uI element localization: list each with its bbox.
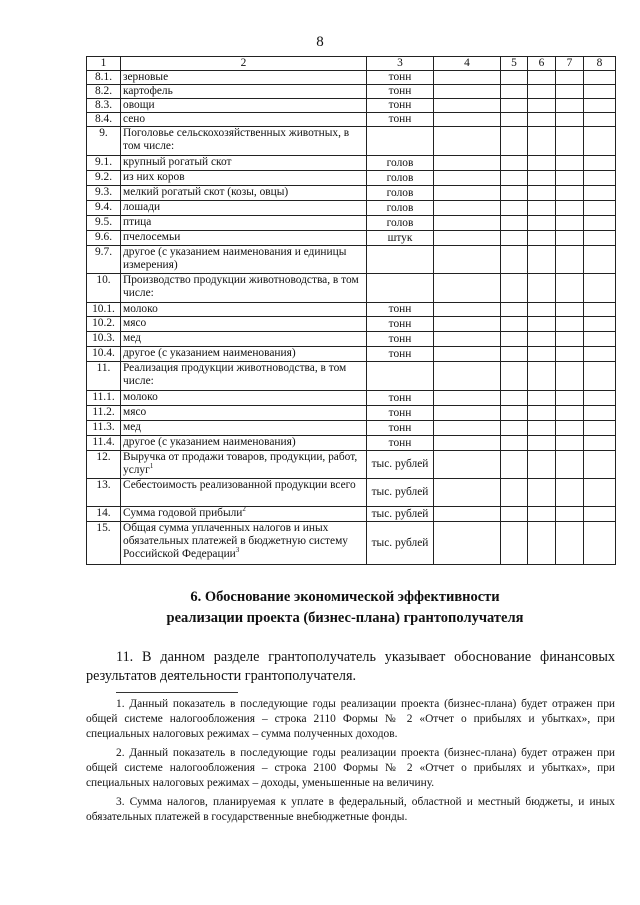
- row-value-cell-col-6: [528, 347, 556, 362]
- table-row: [87, 71, 616, 85]
- section-heading-line-2: реализации проекта (бизнес-плана) грантополучателя: [166, 610, 524, 626]
- row-value-cell-col-6: [528, 231, 556, 246]
- row-value-cell-col-6: [528, 274, 556, 303]
- row-value-cell-col-7: [556, 522, 584, 565]
- row-unit: голов: [367, 201, 434, 216]
- row-value-cell-col-5: [501, 216, 528, 231]
- row-value-cell-col-4: [434, 156, 501, 171]
- row-unit: тонн: [367, 436, 434, 451]
- row-value-cell-col-6: [528, 127, 556, 156]
- row-indicator-name: [121, 71, 367, 85]
- row-indicator-text: Сумма годовой прибыли: [123, 507, 243, 519]
- row-number: 11.4.: [87, 436, 121, 451]
- row-number: 8.1.: [87, 71, 121, 85]
- row-indicator-name: [121, 171, 367, 186]
- row-number: 15.: [87, 522, 121, 565]
- table-row: [87, 171, 616, 186]
- row-value-cell-col-6: [528, 436, 556, 451]
- table-row: [87, 522, 616, 565]
- table-row: [87, 231, 616, 246]
- row-value-cell-col-5: [501, 113, 528, 127]
- row-value-cell-col-7: [556, 216, 584, 231]
- row-indicator-name: [121, 127, 367, 156]
- row-value-cell-col-4: [434, 451, 501, 479]
- row-indicator-text: Себестоимость реализованной продукции всего: [123, 479, 356, 491]
- row-value-cell-col-8: [584, 421, 616, 436]
- row-value-cell-col-8: [584, 451, 616, 479]
- row-value-cell-col-4: [434, 99, 501, 113]
- table-row: [87, 347, 616, 362]
- row-unit: тонн: [367, 113, 434, 127]
- footnote-marker: 3: [235, 546, 240, 555]
- row-value-cell-col-8: [584, 507, 616, 522]
- page-number: 8: [316, 34, 324, 50]
- row-value-cell-col-6: [528, 216, 556, 231]
- row-value-cell-col-5: [501, 99, 528, 113]
- row-value-cell-col-8: [584, 391, 616, 406]
- row-value-cell-col-7: [556, 451, 584, 479]
- row-value-cell-col-7: [556, 421, 584, 436]
- row-indicator-text: Производство продукции животноводства, в том числе:: [123, 274, 359, 299]
- table-row: [87, 362, 616, 391]
- row-indicator-name: [121, 317, 367, 332]
- row-value-cell-col-6: [528, 317, 556, 332]
- header-cell: 7: [556, 57, 584, 71]
- row-indicator-text: мед: [123, 421, 141, 433]
- row-value-cell-col-5: [501, 186, 528, 201]
- row-number: 10.1.: [87, 303, 121, 317]
- row-value-cell-col-5: [501, 156, 528, 171]
- row-number: 11.3.: [87, 421, 121, 436]
- table-row: [87, 85, 616, 99]
- row-number: 10.: [87, 274, 121, 303]
- row-value-cell-col-8: [584, 71, 616, 85]
- row-value-cell-col-4: [434, 71, 501, 85]
- row-indicator-name: [121, 246, 367, 274]
- row-value-cell-col-5: [501, 362, 528, 391]
- row-indicator-text: другое (с указанием наименования и единицы измерения): [123, 246, 347, 271]
- row-value-cell-col-4: [434, 216, 501, 231]
- row-number: 9.2.: [87, 171, 121, 186]
- row-value-cell-col-7: [556, 113, 584, 127]
- row-value-cell-col-4: [434, 522, 501, 565]
- footnote-marker: 1: [149, 462, 154, 471]
- footnote-divider: [116, 692, 238, 693]
- row-value-cell-col-7: [556, 479, 584, 507]
- row-value-cell-col-6: [528, 246, 556, 274]
- row-value-cell-col-8: [584, 156, 616, 171]
- row-value-cell-col-8: [584, 231, 616, 246]
- row-value-cell-col-6: [528, 406, 556, 421]
- row-value-cell-col-7: [556, 246, 584, 274]
- row-unit: тонн: [367, 347, 434, 362]
- row-number: 8.2.: [87, 85, 121, 99]
- row-value-cell-col-4: [434, 274, 501, 303]
- table-row: [87, 317, 616, 332]
- row-indicator-name: [121, 216, 367, 231]
- row-value-cell-col-4: [434, 246, 501, 274]
- row-indicator-name: [121, 479, 367, 507]
- row-indicator-name: [121, 274, 367, 303]
- table-row: [87, 113, 616, 127]
- row-value-cell-col-8: [584, 216, 616, 231]
- row-indicator-name: [121, 522, 367, 565]
- footnote-marker: 2: [242, 506, 246, 514]
- row-value-cell-col-8: [584, 99, 616, 113]
- row-value-cell-col-5: [501, 127, 528, 156]
- row-indicator-text: пчелосемьи: [123, 231, 181, 243]
- row-indicator-text: мясо: [123, 317, 147, 329]
- row-value-cell-col-5: [501, 317, 528, 332]
- row-value-cell-col-7: [556, 362, 584, 391]
- row-indicator-text: молоко: [123, 391, 158, 403]
- header-cell: 1: [87, 57, 121, 71]
- header-cell: 3: [367, 57, 434, 71]
- row-value-cell-col-4: [434, 406, 501, 421]
- row-indicator-name: [121, 451, 367, 479]
- table-row: [87, 246, 616, 274]
- row-value-cell-col-8: [584, 332, 616, 347]
- row-indicator-text: из них коров: [123, 171, 185, 183]
- row-indicator-name: [121, 303, 367, 317]
- header-cell: 6: [528, 57, 556, 71]
- table-row: [87, 156, 616, 171]
- footnote-2: 2. Данный показатель в последующие годы реализации проекта (бизнес-плана) будет отражен при общей системе налогообложения – строка 2100 Формы № 2 «Отчет о прибылях и убытках», при специальных налоговых режимах – доходы, уменьшенные на величину.: [86, 747, 615, 789]
- row-indicator-name: [121, 507, 367, 522]
- row-value-cell-col-6: [528, 71, 556, 85]
- row-number: 10.2.: [87, 317, 121, 332]
- table-row: [87, 216, 616, 231]
- footnote-1: 1. Данный показатель в последующие годы реализации проекта (бизнес-плана) будет отражен при общей системе налогообложения – строка 2110 Формы № 2 «Отчет о прибылях и убытках», при специальных налоговых режимах – сумма полученных доходов.: [86, 698, 615, 740]
- row-number: 9.6.: [87, 231, 121, 246]
- row-indicator-text: птица: [123, 216, 152, 228]
- row-value-cell-col-8: [584, 406, 616, 421]
- row-indicator-text: Поголовье сельскохозяйственных животных, в том числе:: [123, 127, 350, 152]
- row-unit: тонн: [367, 99, 434, 113]
- row-value-cell-col-7: [556, 391, 584, 406]
- row-number: 8.3.: [87, 99, 121, 113]
- row-value-cell-col-5: [501, 303, 528, 317]
- row-value-cell-col-8: [584, 171, 616, 186]
- row-value-cell-col-8: [584, 85, 616, 99]
- footnotes: [86, 697, 615, 829]
- row-unit: тыс. рублей: [367, 451, 434, 479]
- row-indicator-text: овощи: [123, 99, 155, 111]
- row-indicator-text: Выручка от продажи товаров, продукции, работ, услуг: [123, 451, 358, 476]
- row-indicator-name: [121, 391, 367, 406]
- row-value-cell-col-8: [584, 479, 616, 507]
- row-unit: [367, 127, 434, 156]
- row-unit: тонн: [367, 303, 434, 317]
- row-indicator-name: [121, 99, 367, 113]
- row-value-cell-col-7: [556, 71, 584, 85]
- row-value-cell-col-6: [528, 362, 556, 391]
- row-value-cell-col-8: [584, 436, 616, 451]
- row-number: 10.4.: [87, 347, 121, 362]
- table-row: [87, 201, 616, 216]
- row-unit: тыс. рублей: [367, 479, 434, 507]
- row-indicator-name: [121, 113, 367, 127]
- row-number: 11.2.: [87, 406, 121, 421]
- row-value-cell-col-6: [528, 479, 556, 507]
- row-value-cell-col-7: [556, 201, 584, 216]
- row-unit: тонн: [367, 317, 434, 332]
- row-value-cell-col-5: [501, 451, 528, 479]
- table-row: [87, 507, 616, 522]
- row-number: 9.7.: [87, 246, 121, 274]
- row-number: 9.: [87, 127, 121, 156]
- row-value-cell-col-5: [501, 171, 528, 186]
- row-value-cell-col-4: [434, 231, 501, 246]
- row-indicator-text: крупный рогатый скот: [123, 156, 232, 168]
- row-indicator-text: мясо: [123, 406, 147, 418]
- row-indicator-text: другое (с указанием наименования): [123, 436, 296, 448]
- row-value-cell-col-6: [528, 391, 556, 406]
- row-value-cell-col-5: [501, 436, 528, 451]
- table-row: [87, 127, 616, 156]
- header-cell: 8: [584, 57, 616, 71]
- row-unit: голов: [367, 186, 434, 201]
- row-value-cell-col-4: [434, 421, 501, 436]
- row-value-cell-col-7: [556, 99, 584, 113]
- row-indicator-name: [121, 156, 367, 171]
- table-row: [87, 479, 616, 507]
- row-value-cell-col-8: [584, 274, 616, 303]
- row-value-cell-col-5: [501, 479, 528, 507]
- row-indicator-name: [121, 201, 367, 216]
- row-value-cell-col-7: [556, 406, 584, 421]
- row-value-cell-col-7: [556, 347, 584, 362]
- row-indicator-text: мед: [123, 332, 141, 344]
- header-cell: 2: [121, 57, 367, 71]
- row-value-cell-col-4: [434, 479, 501, 507]
- row-value-cell-col-4: [434, 436, 501, 451]
- row-value-cell-col-4: [434, 171, 501, 186]
- row-value-cell-col-5: [501, 85, 528, 99]
- row-value-cell-col-8: [584, 127, 616, 156]
- row-value-cell-col-7: [556, 332, 584, 347]
- row-value-cell-col-6: [528, 99, 556, 113]
- row-indicator-name: [121, 231, 367, 246]
- row-value-cell-col-5: [501, 347, 528, 362]
- row-indicator-text: другое (с указанием наименования): [123, 347, 296, 359]
- row-value-cell-col-7: [556, 303, 584, 317]
- row-indicator-name: [121, 347, 367, 362]
- row-value-cell-col-4: [434, 186, 501, 201]
- row-unit: тыс. рублей: [367, 522, 434, 565]
- table-row: [87, 436, 616, 451]
- row-unit: тонн: [367, 421, 434, 436]
- row-value-cell-col-6: [528, 507, 556, 522]
- row-number: 13.: [87, 479, 121, 507]
- row-unit: тыс. рублей: [367, 507, 434, 522]
- row-number: 9.4.: [87, 201, 121, 216]
- row-value-cell-col-7: [556, 85, 584, 99]
- row-number: 9.1.: [87, 156, 121, 171]
- table-row: [87, 421, 616, 436]
- row-value-cell-col-5: [501, 507, 528, 522]
- row-value-cell-col-4: [434, 507, 501, 522]
- row-indicator-name: [121, 406, 367, 421]
- table-row: [87, 274, 616, 303]
- row-value-cell-col-6: [528, 421, 556, 436]
- row-unit: голов: [367, 156, 434, 171]
- row-value-cell-col-6: [528, 156, 556, 171]
- row-value-cell-col-6: [528, 332, 556, 347]
- table-row: [87, 451, 616, 479]
- table-row: [87, 303, 616, 317]
- row-value-cell-col-7: [556, 186, 584, 201]
- row-value-cell-col-7: [556, 127, 584, 156]
- row-unit: [367, 274, 434, 303]
- row-indicator-text: картофель: [123, 85, 173, 97]
- section-heading: [0, 587, 640, 629]
- table-row: [87, 99, 616, 113]
- row-indicator-name: [121, 332, 367, 347]
- row-number: 8.4.: [87, 113, 121, 127]
- row-value-cell-col-8: [584, 303, 616, 317]
- row-value-cell-col-8: [584, 317, 616, 332]
- row-unit: тонн: [367, 71, 434, 85]
- row-indicator-text: Реализация продукции животноводства, в том числе:: [123, 362, 347, 387]
- row-unit: [367, 246, 434, 274]
- body-paragraph: 11. В данном разделе грантополучатель указывает обоснование финансовых результатов деятельности грантополучателя.: [86, 649, 615, 684]
- row-value-cell-col-6: [528, 85, 556, 99]
- row-value-cell-col-6: [528, 303, 556, 317]
- row-indicator-text: мелкий рогатый скот (козы, овцы): [123, 186, 289, 198]
- row-indicator-text: лошади: [123, 201, 161, 213]
- table-row: [87, 391, 616, 406]
- row-unit: голов: [367, 171, 434, 186]
- indicators-table: [86, 56, 616, 565]
- table-row: [87, 186, 616, 201]
- row-value-cell-col-4: [434, 391, 501, 406]
- row-value-cell-col-4: [434, 85, 501, 99]
- row-value-cell-col-6: [528, 201, 556, 216]
- row-value-cell-col-7: [556, 231, 584, 246]
- row-value-cell-col-8: [584, 522, 616, 565]
- row-value-cell-col-4: [434, 317, 501, 332]
- row-value-cell-col-8: [584, 113, 616, 127]
- row-number: 10.3.: [87, 332, 121, 347]
- row-value-cell-col-8: [584, 246, 616, 274]
- row-value-cell-col-4: [434, 332, 501, 347]
- row-indicator-name: [121, 186, 367, 201]
- row-indicator-text: сено: [123, 113, 146, 125]
- row-unit: тонн: [367, 332, 434, 347]
- row-value-cell-col-5: [501, 332, 528, 347]
- row-number: 11.: [87, 362, 121, 391]
- row-value-cell-col-6: [528, 186, 556, 201]
- row-indicator-text: Общая сумма уплаченных налогов и иных обязательных платежей в бюджетную систему Российской Федерации: [123, 522, 348, 560]
- row-value-cell-col-5: [501, 522, 528, 565]
- row-unit: тонн: [367, 406, 434, 421]
- row-value-cell-col-8: [584, 362, 616, 391]
- row-value-cell-col-5: [501, 274, 528, 303]
- row-value-cell-col-4: [434, 201, 501, 216]
- row-value-cell-col-7: [556, 156, 584, 171]
- row-value-cell-col-4: [434, 113, 501, 127]
- row-number: 12.: [87, 451, 121, 479]
- row-unit: тонн: [367, 85, 434, 99]
- row-value-cell-col-8: [584, 347, 616, 362]
- row-number: 9.5.: [87, 216, 121, 231]
- row-number: 9.3.: [87, 186, 121, 201]
- row-value-cell-col-6: [528, 522, 556, 565]
- row-value-cell-col-5: [501, 406, 528, 421]
- row-value-cell-col-7: [556, 317, 584, 332]
- footnote-3: 3. Сумма налогов, планируемая к уплате в федеральный, областной и местный бюджеты, и иных обязательных платежей в государственные внебюджетные фонды.: [86, 796, 615, 823]
- row-number: 14.: [87, 507, 121, 522]
- table-row: [87, 332, 616, 347]
- row-value-cell-col-6: [528, 113, 556, 127]
- table-header-row: [87, 57, 616, 71]
- row-indicator-name: [121, 421, 367, 436]
- row-unit: штук: [367, 231, 434, 246]
- row-number: 11.1.: [87, 391, 121, 406]
- row-value-cell-col-4: [434, 362, 501, 391]
- row-value-cell-col-5: [501, 246, 528, 274]
- row-value-cell-col-7: [556, 274, 584, 303]
- row-value-cell-col-7: [556, 436, 584, 451]
- row-value-cell-col-8: [584, 201, 616, 216]
- header-cell: 4: [434, 57, 501, 71]
- row-value-cell-col-7: [556, 171, 584, 186]
- row-value-cell-col-4: [434, 303, 501, 317]
- row-value-cell-col-4: [434, 127, 501, 156]
- row-value-cell-col-7: [556, 507, 584, 522]
- row-unit: голов: [367, 216, 434, 231]
- row-value-cell-col-4: [434, 347, 501, 362]
- row-value-cell-col-6: [528, 171, 556, 186]
- row-value-cell-col-8: [584, 186, 616, 201]
- row-value-cell-col-6: [528, 451, 556, 479]
- row-indicator-text: молоко: [123, 303, 158, 315]
- row-indicator-name: [121, 85, 367, 99]
- row-indicator-text: зерновые: [123, 71, 169, 83]
- row-value-cell-col-5: [501, 201, 528, 216]
- row-value-cell-col-5: [501, 421, 528, 436]
- table-row: [87, 406, 616, 421]
- section-heading-line-1: 6. Обоснование экономической эффективности: [190, 589, 500, 605]
- row-indicator-name: [121, 436, 367, 451]
- row-unit: тонн: [367, 391, 434, 406]
- row-unit: [367, 362, 434, 391]
- row-value-cell-col-5: [501, 391, 528, 406]
- header-cell: 5: [501, 57, 528, 71]
- row-indicator-name: [121, 362, 367, 391]
- row-value-cell-col-5: [501, 231, 528, 246]
- row-value-cell-col-5: [501, 71, 528, 85]
